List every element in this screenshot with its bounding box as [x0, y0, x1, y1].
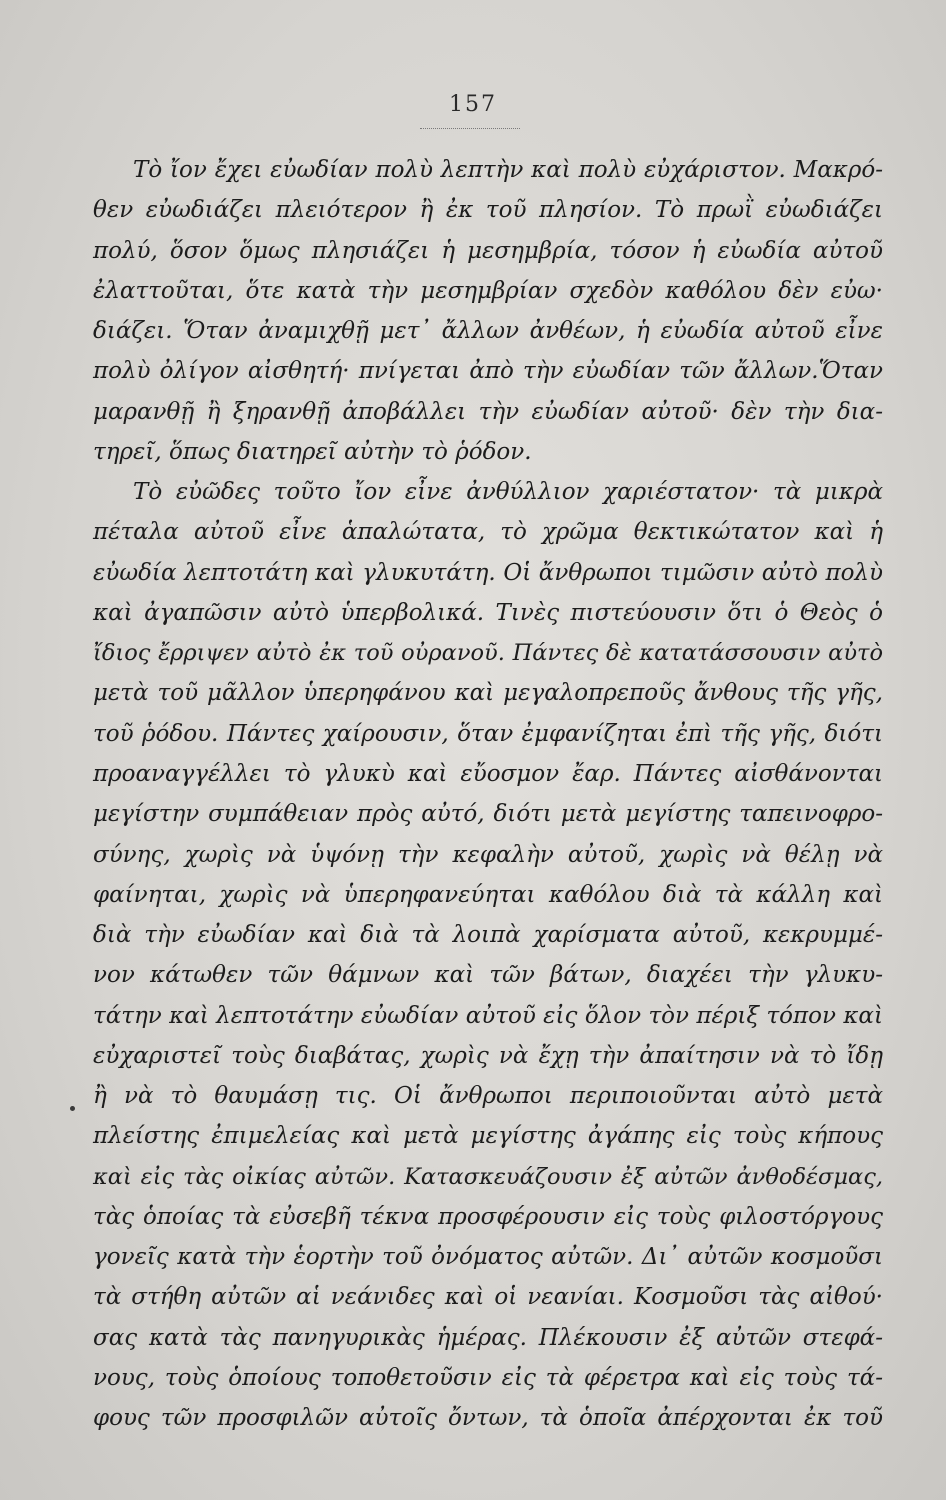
page-number: 157: [449, 92, 497, 117]
text-line: καὶ ἀγαπῶσιν αὐτὸ ὑπερβολικά. Τινὲς πιστεύουσιν ὅτι ὁ Θεὸς ὁ: [93, 599, 883, 626]
text-line: καὶ εἰς τὰς οἰκίας αὐτῶν. Κατασκευάζουσιν ἐξ αὐτῶν ἀνθοδέσμας,: [93, 1163, 883, 1190]
text-line: νον κάτωθεν τῶν θάμνων καὶ τῶν βάτων, διαχέει τὴν γλυκυ-: [93, 962, 883, 989]
text-line: τοῦ ῥόδου. Πάντες χαίρουσιν, ὅταν ἐμφανίζηται ἐπὶ τῆς γῆς, διότι: [93, 720, 883, 747]
text-line: νους, τοὺς ὁποίους τοποθετοῦσιν εἰς τὰ φέρετρα καὶ εἰς τοὺς τά-: [93, 1364, 883, 1391]
text-line: εὐχαριστεῖ τοὺς διαβάτας, χωρὶς νὰ ἔχῃ τὴν ἀπαίτησιν νὰ τὸ ἴδῃ: [93, 1042, 883, 1069]
text-line: σας κατὰ τὰς πανηγυρικὰς ἡμέρας. Πλέκουσιν ἐξ αὐτῶν στεφά-: [93, 1324, 883, 1351]
text-line: φους τῶν προσφιλῶν αὐτοῖς ὄντων, τὰ ὁποῖα ἀπέρχονται ἐκ τοῦ: [93, 1405, 883, 1432]
text-line: ἴδιος ἔρριψεν αὐτὸ ἐκ τοῦ οὐρανοῦ. Πάντες δὲ κατατάσσουσιν αὐτὸ: [93, 640, 883, 667]
text-line: τάτην καὶ λεπτοτάτην εὐωδίαν αὐτοῦ εἰς ὅλον τὸν πέριξ τόπον καὶ: [93, 1002, 883, 1029]
text-line: τηρεῖ, ὅπως διατηρεῖ αὐτὴν τὸ ῥόδον.: [93, 438, 532, 465]
margin-mark: [70, 1106, 75, 1111]
text-line: πολύ, ὅσον ὅμως πλησιάζει ἡ μεσημβρία, τόσον ἡ εὐωδία αὐτοῦ: [93, 237, 883, 264]
text-line: πέταλα αὐτοῦ εἶνε ἁπαλώτατα, τὸ χρῶμα θεκτικώτατον καὶ ἡ: [93, 519, 883, 546]
text-line: εὐωδία λεπτοτάτη καὶ γλυκυτάτη. Οἱ ἄνθρωποι τιμῶσιν αὐτὸ πολὺ: [93, 559, 883, 586]
text-line: θεν εὐωδιάζει πλειότερον ἢ ἐκ τοῦ πλησίον. Τὸ πρωῒ εὐωδιάζει: [93, 197, 883, 224]
text-line: πολὺ ὀλίγον αἰσθητή· πνίγεται ἀπὸ τὴν εὐωδίαν τῶν ἄλλων.Ὅταν: [93, 358, 883, 385]
text-line: φαίνηται, χωρὶς νὰ ὑπερηφανεύηται καθόλου διὰ τὰ κάλλη καὶ: [93, 881, 883, 908]
text-line: σύνης, χωρὶς νὰ ὑψόνῃ τὴν κεφαλὴν αὐτοῦ, χωρὶς νὰ θέλῃ νὰ: [93, 841, 883, 868]
text-line: μεγίστην συμπάθειαν πρὸς αὐτό, διότι μετὰ μεγίστης ταπεινοφρο-: [93, 801, 883, 828]
text-line: πλείστης ἐπιμελείας καὶ μετὰ μεγίστης ἀγάπης εἰς τοὺς κήπους: [93, 1123, 883, 1150]
text-line: διὰ τὴν εὐωδίαν καὶ διὰ τὰ λοιπὰ χαρίσματα αὐτοῦ, κεκρυμμέ-: [93, 922, 883, 949]
body-text: [93, 150, 883, 1439]
text-line: ἐλαττοῦται, ὅτε κατὰ τὴν μεσημβρίαν σχεδὸν καθόλου δὲν εὐω·: [93, 277, 883, 304]
text-line: Τὸ εὐῶδες τοῦτο ἴον εἶνε ἀνθύλλιον χαριέστατον· τὰ μικρὰ: [133, 479, 883, 506]
text-line: Τὸ ἴον ἔχει εὐωδίαν πολὺ λεπτὴν καὶ πολὺ εὐχάριστον. Μακρό-: [133, 157, 883, 183]
text-line: μετὰ τοῦ μᾶλλον ὑπερηφάνου καὶ μεγαλοπρεποῦς ἄνθους τῆς γῆς,: [93, 680, 883, 707]
header-rule: [420, 128, 520, 129]
text-line: μαρανθῇ ἢ ξηρανθῇ ἀποβάλλει τὴν εὐωδίαν αὐτοῦ· δὲν τὴν δια-: [93, 398, 883, 425]
text-line: τὰ στήθη αὐτῶν αἱ νεάνιδες καὶ οἱ νεανίαι. Κοσμοῦσι τὰς αἰθού·: [93, 1284, 883, 1311]
text-line: γονεῖς κατὰ τὴν ἑορτὴν τοῦ ὀνόματος αὐτῶν. Δι᾽ αὐτῶν κοσμοῦσι: [93, 1244, 883, 1271]
text-line: ἢ νὰ τὸ θαυμάσῃ τις. Οἱ ἄνθρωποι περιποιοῦνται αὐτὸ μετὰ: [93, 1083, 883, 1110]
text-line: προαναγγέλλει τὸ γλυκὺ καὶ εὔοσμον ἔαρ. Πάντες αἰσθάνονται: [93, 760, 883, 787]
text-line: τὰς ὁποίας τὰ εὐσεβῆ τέκνα προσφέρουσιν εἰς τοὺς φιλοστόργους: [93, 1203, 883, 1230]
text-line: διάζει. Ὅταν ἀναμιχθῇ μετ᾽ ἄλλων ἀνθέων, ἡ εὐωδία αὐτοῦ εἶνε: [93, 318, 883, 345]
